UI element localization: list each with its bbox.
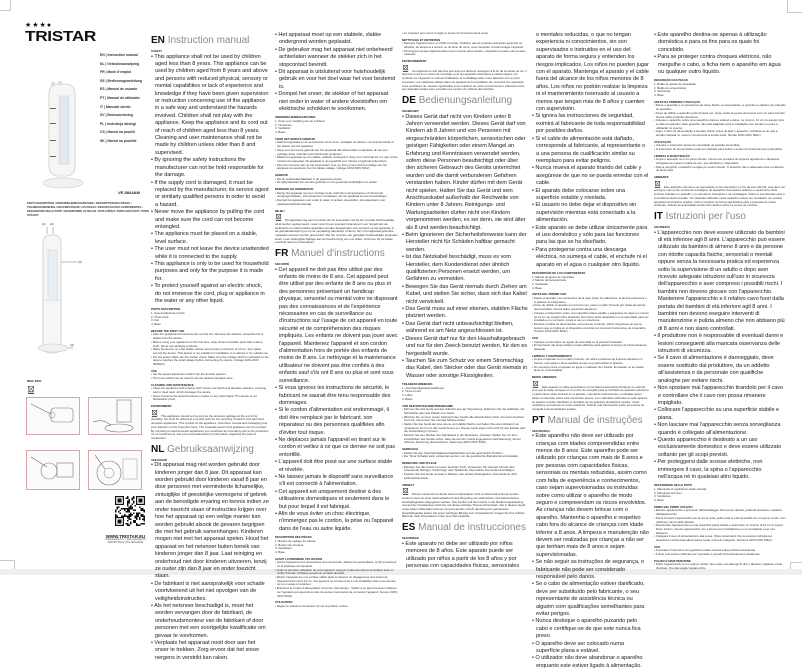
subsection-heading: BEFORE THE FIRST USE [151,328,185,333]
list-item: • Ne déplacez jamais l'appareil en tirant sur le cordon et veillez à ce que ce dernier ne soit pas entortillé. [275,437,398,459]
subsection-heading: ENVIRONNEMENT [402,59,427,64]
list-item: • L'appareil doit être posé sur une surface stable et nivelée. [275,459,398,474]
list-item: • Als het netsnoer beschadigd is, moet het worden vervangen door de fabrikant, de onderhoudsmonteur van de fabrikant of door personen met een soortgelijke kwalificatie om gevaar te voorkomen. [151,603,269,640]
parts-list-item: 3. Lüfter [402,393,413,398]
environment-paragraph [275,213,398,245]
subsection-heading: AMBIENTE [654,175,669,180]
list-item: • Das Gerät muss auf einer ebenen, stabilen Fläche platziert werden. [402,306,528,321]
parts-list-item: 4. Basis [275,130,286,135]
list-item: • Sortez l'appareil et les accessoires hors de la boîte. Retirez les autocollants, le film protecteur ou le plastique de l'appareil. [275,561,398,568]
parts-list [402,387,528,402]
list-item: • Stop het netsnoer aan op het stopcontact. (Let op: Zorg ervoor dat het voltage van het apparaat overeenkomt met het lokale voltage. Voltage 220V-240V 50Hz) [275,164,398,171]
parts-list-item: 3. Ventilador [532,282,549,286]
list-item: • Este aparato se debe utilizar únicamente para el uso doméstico y sólo para las funciones para las que se ha diseñado. [532,225,649,247]
instruction-list [275,561,398,598]
list-item: • El usuario no debe dejar el dispositivo sin supervisión mientras está conectado a la alimentación. [532,202,649,224]
logo-wordmark: TRISTAR [25,28,97,45]
list-item: • Nehmen Sie das Gerät und das Zubehör aus der Verpackung. Entfernen Sie die Aufkleber, die Schutzfolie oder das Plastik vom Gerät. [402,408,528,415]
subsection-heading: MILIEU [275,208,285,213]
footer-contact [103,534,148,545]
list-item: • Este aparato no debe ser utilizado por niños menores de 8 años. Este aparato puede ser utilizado por niños a partir de los 8 años y por personas con capacidades físicas, sensoriales [402,541,528,571]
section-heading-pt [532,415,649,427]
list-item: • Cet appareil est uniquement destiné à des utilisations domestiques et seulement dans le but pour lequel il est fabriqué. [275,489,398,511]
list-item: • Antes de utilizar o aparelho pela primeira vez, limpe todas as peças amovíveis com um pano húmido. Nunca utilize produtos abrasivos. [654,112,786,119]
list-item: • Para se proteger contra choques elétricos, não mergulhe o cabo, a ficha nem o aparelho em água ou qualquer outro líquido. [654,54,786,76]
list-item: • Dompel het apparaat nooit onder in water of andere vloeistoffen. Het apparaat is niet vaatwasmachinebestendig. [275,199,398,206]
list-item: • Ist das Netzkabel beschädigt, muss es vom Hersteller, dem Kundendienst oder ähnlich qualifizierten Personen ersetzt werden, um Gefahren zu vermeiden. [402,254,528,284]
list-item: • Dieses Gerät darf nur für den Haushaltsgebrauch und nur für den Zweck benutzt werden, für den es hergestellt wurde. [402,336,528,358]
list-item: • Put the power cable into the socket. (Note: Make sure the voltage which is indicated on the device matches the local voltage before connecting the device. Voltage 220V-240V 50/60Hz) [151,356,269,367]
subsection-heading: DESCRIPCIÓN DE LOS COMPONENTES [532,271,586,275]
instruction-list [402,466,528,481]
list-item: • O interruptor do temporizador pode ser utilizado para definir o tempo de funcionamento pretendido. [654,148,786,152]
list-item: • Wischen Sie vor dem ersten Gebrauch des Geräts alle abnehmbaren Teile mit einem feuchten Tuch ab. Verwenden Sie niemals Scheuermittel. [402,416,528,423]
list-item: • Este aparelho não deve ser utilizado por crianças com idades compreendidas entre menos de 8 anos. Este aparelho pode ser utilizado por crianças com mais de 8 anos e por pessoas com capacidades físicas, sensoriais ou mentais reduzidas, assim como com falta de experiência e conhecimentos, caso sejam supervisionadas ou instruídas sobre como utilizar o aparelho de modo seguro e compreendam os riscos envolvidos. As crianças não devem brincar com o aparelho. Mantenha o aparelho e respetivo cabo fora do alcance de crianças com idade inferior a 8 anos. A limpeza e manutenção não devem ser realizadas por crianças a não ser que tenham mais de 8 anos e sejam supervisionadas. [532,433,649,559]
subsection-heading: DESCRIPTION DES PIÈCES [275,535,312,540]
language-code: ES [402,522,416,534]
list-item: • O aparelho deve ser colocado numa superfície plana e estável. [532,641,649,656]
qr-code[interactable] [115,496,145,526]
list-item: • Si ignora las instrucciones de seguridad, eximirá al fabricante de toda responsabilidad por posibles daños. [532,113,649,135]
assembly-diagram-1 [26,397,80,435]
safety-list [151,462,269,662]
subsection-heading: SEGURIDAD [402,536,419,541]
list-item: • Stellen Sie das Gerät auf eine ebene und stabile Fläche und halten Sie einen Abstand von mindestens 10 cm um das Gerät herum ein. Dieses Gerät eignet sich nicht für den Einbau oder die Verwendung im Freien. [402,423,528,434]
environment-text: Este aparelho não deve ser depositado no lixo doméstico no fim da sua vida útil, mas deve ser entregue num ponto central de reciclagem de aparelhos domésticos elétricos e eletrónicos. Este símbolo indicado no aparelho, no manual de instruções e na embalagem chama a sua atenção para a importância desta questão. Os materiais utilizados neste aparelho podem ser reciclados. Ao reciclar aparelhos domésticos usados, está a contribuir de forma significativa para a proteção do nosso ambiente. Solicite às autoridades locais informações sobre os pontos de recolha. [654,184,786,208]
section-heading-fr [275,248,398,260]
parts-list [151,312,269,327]
safety-list [654,230,786,482]
model-number: VE-5844AM [118,190,140,195]
parts-list [275,120,398,135]
list-item: • Cet appareil ne doit pas être utilisé par des enfants de moins de 8 ans. Cet appareil peut être utilisé par des enfants de 8 ans ou plus et des personnes présentant un handicap physique, sensoriel ou mental voire ne disposant pas des connaissances et de l'expérience nécessaires en cas de surveillance ou d'instructions sur l'usage de cet appareil en toute sécurité et de compréhension des risques impliqués. Les enfants ne doivent pas jouer avec l'appareil. Maintenez l'appareil et son cordon d'alimentation hors de portée des enfants de moins de 8 ans. Le nettoyage et la maintenance utilisateur ne doivent pas être confiés à des enfants sauf s'ils ont 8 ans ou plus et sont sous surveillance. [275,267,398,386]
instruction-list [151,387,269,402]
list-item: • Before using your appliance for the first time, wipe off all removable parts with a damp cloth. Never use abrasive products. [151,341,269,348]
subsection-heading: GEBRUIK [275,173,288,178]
subsection-heading: DESCRIZIONE DELLE PARTI [654,483,693,488]
list-item: • This appliance is only to be used for household purposes and only for the purpose it is made for. [151,261,269,283]
list-item: • Si el cable de alimentación está dañado, corresponde al fabricante, al representante o a una persona de cualificación similar su reemplazo para evitar peligros. [532,136,649,166]
list-item: • De fabrikant is niet aansprakelijk voor schade voortvloeiend uit het niet opvolgen van de veiligheidsinstructies. [151,581,269,603]
subsection-heading: VOR DER ERSTEN INBETRIEBNAHME [402,403,453,408]
list-item: • Nunca mergulhe o aparelho na água ou noutro líquido. O aparelho não é adequado para a máquina de lavar loiça. [654,166,786,173]
section-title: Istruzioni per l'uso [665,210,746,222]
parts-list-item: 1. Knop voor instelling van de snelheid [275,119,325,124]
section-title: Bedienungsanleitung [418,94,513,106]
parts-list-item: 4. Base [275,549,285,554]
list-item: • N'immergez jamais l'appareil dans l'eau ni aucun autre liquide. L'appareil ne passe pas au lave-vaisselle. [402,50,528,57]
list-item: • Reinigen Sie das Gerät mit einem feuchten Tuch. Verwenden Sie niemals scharfe oder scheuernde Reiniger, Topfreiniger oder Stahlwolle. Dies würde das Gerät beschädigen. [402,466,528,473]
list-item: • Afin de vous éviter un choc électrique, n'immergez pas le cordon, la prise ou l'appareil dans de l'eau ou autre liquide. [275,511,398,533]
parts-list-item: 1. Bouton de réglage de vitesse [275,538,316,543]
language-item: PT | Manual do utilizador [100,95,140,100]
list-item: • Pulire l'apparecchio con un panno umido. Non usare mai detergenti duri o abrasivi, pagliette o lana d'acciaio, che danneggia l'apparecchio. [654,563,786,570]
list-item: • Zet de snelheidsschakelaar in de gewenste positie. [275,178,398,182]
list-item: • L'apparecchio non deve essere utilizzato da bambini di età inferiore agli 8 anni. L'apparecchio può essere utilizzato da bambini di almeno 8 anni e da persone con ridotte capacità fisiche, sensoriali o mentali oppure senza la necessaria pratica ed esperienza sotto la supervisione di un adulto o dopo aver ricevuto adeguate istruzioni sull'uso in sicurezza dell'apparecchio e aver compreso i possibili rischi. I bambini non devono giocare con l'apparecchio. Mantenere l'apparecchio e il relativo cavo fuori dalla portata dei bambini di età inferiore agli 8 anni. I bambini non devono eseguire interventi di manutenzione e pulizia almeno che non abbiano più di 8 anni e non siano controllati. [654,230,786,334]
instruction-list [402,32,528,36]
list-item: • The user must not leave the device unattended while it is connected to the supply. [151,246,269,261]
subsection-heading: REINIGUNG UND PFLEGE [402,461,437,466]
instruction-list [532,358,649,373]
list-item: • The appliance must be placed on a stable, level surface. [151,231,269,246]
language-item: SV | Bruksanvisning [100,113,133,118]
instruction-list [654,549,786,556]
subsection-heading: ONDERDELENBESCHRIJVING [275,115,316,120]
list-item: • Avant la première utilisation de votre appareil, essuyez toutes les pièces amovibles avec un chiffon humide. N'utilisez jamais de produits abrasifs. [275,569,398,576]
subsection-heading: SICUREZZA [654,224,671,229]
website-link[interactable]: WWW.TRISTAR.EU [105,534,146,539]
list-item: • Never move the appliance by pulling the cord and make sure the cord can not become entangled. [151,209,269,231]
parts-list-item: 3. Ventilateur [275,546,292,551]
instruction-list [275,192,398,207]
environment-paragraph [151,409,269,441]
list-item: • Collocare l'apparecchio su una superficie stabile e piana. [654,407,786,422]
list-item: • De tijdschakelaar kan worden gebruikt om de gewenste bedrijfstijd in te stellen. [275,181,398,185]
safety-list [402,541,528,571]
list-item: • El interruptor del temporizador puede utilizarse para ajustar el tiempo de funcionamiento deseado. [532,344,649,351]
safety-list [532,32,649,269]
language-code: DE [402,94,416,106]
list-item: • Het apparaat moet op een stabiele, vlakke ondergrond worden geplaatst. [275,32,398,47]
safety-list [654,32,786,76]
list-item: • Nettoyez l'appareil avec un chiffon humide. N'utilisez pas de produits nettoyants agressifs ou abrasifs, de tampons à récurer ou de laine de verre, vous risqueriez d'endommager l'appareil. [402,42,528,49]
subsection-heading: NETTOYAGE ET ENTRETIEN [402,37,441,42]
subsection-heading: LIMPIEZA Y MANTENIMIENTO [532,353,572,358]
subsection-heading: MEDIO AMBIENTE [532,375,557,380]
list-item: • Place the device on a flat stable surface and ensure a minimum of 10 cm. free space around the device. This device is not suitable for installation in a cabinet or for outside use. [151,348,269,355]
language-item: IT | Manuale utente [100,104,131,109]
subsection-heading: LIMPEZA E MANUTENÇÃO [654,153,690,158]
list-item: • Tauchen Sie das Gerät niemals in Wasser oder andere Flüssigkeiten. Das Gerät ist nicht spülmaschinenfest. [402,473,528,480]
language-item: ES | Manual de usuario [100,87,138,92]
instruction-list [402,408,528,445]
safety-list [275,267,398,534]
parts-list-item: 1. Botão de ajuste de velocidade [654,82,696,87]
subsection-heading: ENVIRONMENT [151,404,172,409]
list-item: • De gebruiker mag het apparaat niet onbeheerd achterlaten wanneer de stekker zich in het stopcontact bevindt. [275,47,398,69]
section-heading-de [402,95,528,107]
column-3 [402,32,528,570]
section-heading-en [151,35,269,47]
subsection-heading: UTILISATION [275,600,293,605]
list-item: • Enchufe el cable de alimentación a la toma de corriente. (Nota: Asegúrese de que la tensión que se indica en el dispositivo coincida con la tensión local antes de conectarlo. Tensión 220V-240V 50Hz) [532,323,649,334]
section-title: Instruction manual [167,35,250,46]
subsection-heading: SEGURANÇA [532,428,551,433]
list-item: • Il produttore non è responsabile di eventuali danni e lesioni conseguenti alla mancata osservanza delle istruzioni di sicurezza. [654,333,786,355]
crop-mark-top-right [787,0,802,13]
list-item: • Coloque o aparelho sobre uma superfície plana e estável e deixe, no mínimo, 10 cm de espaço livre à volta do aparelho. Este aparelho não está adaptado para a instalação num armário ou para a utilização no exterior. [654,119,786,130]
parts-list [654,83,786,98]
subsection-heading: USE [151,368,157,373]
parts-list-item: 3. Ventilator [275,126,291,131]
list-item: • Prima di usare l'apparecchio per la prima volta, pulire tutte le parti amovibili con un panno umido. Non utilizzare mai prodotti abrasivi. [654,517,786,524]
environment-paragraph [402,64,528,92]
column-4 [532,32,649,670]
callout-3: (3) [78,260,82,264]
subsection-heading: ANTES DA PRIMEIRA UTILIZAÇÃO [654,99,701,104]
list-item: • Veeg voor het eerste gebruik van het apparaat alle afneembare onderdelen af met een vochtige doek. Gebruik nooit schurende producten. [275,149,398,156]
subsection-heading: VEILIGHEID [151,457,167,462]
list-item: • Nunca mueva el aparato tirando del cable y asegúrese de que no se pueda enredar con el cable. [532,165,649,187]
list-item: • Plaats het apparaat op een vlakke, stabiele ondergrond. Zorg voor minimaal 10 cm vrije ruimte rondom het apparaat. Dit apparaat is niet geschikt voor inbouw of gebruik buitenshuis. [275,156,398,163]
list-item: • O utilizador não deve abandonar o aparelho enquanto este estiver ligado à alimentação. [532,655,649,670]
language-item: SK | Návod na použitie [100,138,137,143]
language-code: IT [654,210,663,222]
list-item: • Der Timer-Schalter kann verwendet werden, um die gewünschte Betriebszeit einzustellen. [402,455,528,459]
list-item: • Questo apparecchio è destinato a un uso esclusivamente domestico e deve essere utilizzato soltanto per gli scopi previsti. [654,437,786,459]
list-item: • This appliance shall not be used by children aged less than 8 years. This appliance can be used by children aged from 8 years and above and persons with reduced physical, sensory or mental capabilities or lack of experience and knowledge if they have been given supervision or instruction concerning use of the appliance in a safe way and understand the hazards involved. Children shall not play with the appliance. Keep the appliance and its cord out of reach of children aged less than 8 years. Cleaning and user maintenance shall not be made by children unless older than 8 and supervised. [151,54,269,158]
subsection-heading: VOOR HET EERSTE GEBRUIK [275,136,316,141]
parts-list-item: 3. Ventoinha [654,89,671,94]
instruction-list [275,178,398,185]
list-item: • Per proteggersi dalle scosse elettriche, non immergere il cavo, la spina o l'apparecchio nell'acqua né in qualsiasi altro liquido. [654,459,786,481]
language-item: EN | Instruction manual [100,53,138,57]
parts-list-item: 2. Mando del temporizador [532,278,567,283]
instruction-list [275,141,398,171]
subsection-heading: SÉCURITÉ [275,262,290,267]
instruction-list [654,144,786,151]
subsection-heading: GEBRAUCH [402,447,419,452]
callout-4: (4) [70,343,74,347]
subsection-heading: AVANT LA PREMIÈRE UTILISATION [275,556,323,561]
subsection-heading: REINIGING EN ONDERHOUD [275,187,314,192]
instruction-list [654,509,786,542]
list-item: • Coloque el dispositivo sobre una superficie plana estable y asegúrese de dejar un mínimo de 10 cm de espacio libre alrededor del mismo. Este dispositivo no es apropiado para ser instalado en un armario o para el uso en exteriores. [532,312,649,323]
section-heading-it [654,211,786,223]
assembly-diagram-3 [26,450,80,490]
callout-1: (1) [42,222,46,226]
section-title: Gebruiksaanwijzing [167,443,254,455]
subsection-heading: SAFETY [151,49,163,53]
list-item: • Limpie el aparato con un paño húmedo. No utilice productos de limpieza abrasivos ni fuertes, estropajos o lana metálica porque se podría dañar el aparato. [532,358,649,365]
list-item: • To protect yourself against an electric shock, do not immerse the cord, plug or appliance in the water or any other liquid. [151,283,269,305]
callout-2: (2) [50,222,54,226]
section-title: Manuel d'instructions [291,248,385,260]
column-2 [275,32,398,609]
parts-diagram-base [35,300,85,360]
list-item: • Branchez le cordon d'alimentation à la prise. (Remarque : Veillez à ce que la tension indiquée sur l'appareil corresponde à celle du secteur local avant de connecter l'appareil. Tension 220V-240V 50Hz) [275,587,398,598]
instruction-list [402,42,528,57]
tristar-logo [25,22,105,44]
subsection-heading: PULIZIA E MANUTENZIONE [654,558,691,563]
instruction-list [402,452,528,459]
list-item: • Stecken Sie den Stecker des Netzkabels in die Steckdose. (Hinweis: Stellen Sie vor dem Anschließen des Geräts sicher, dass die auf dem Gerät angegebene Netzspannung mit der örtlichen Spannung übereinstimmt. Spannung 220V-240V 50Hz) [402,434,528,445]
parts-description-caption: PARTS DESCRIPTION / ONDERDELENBESCHRIJVING / DESCRIPTION DES PIÈCES / TEILEBESCHREIBUNG / DESCRIPCIÓN DE LAS PIEZAS / DESCRIÇÃO DOS COMPONENTES / DESCRIZIONE DELLE PARTI / BESKRIVNING AV DELAR / OPIS CZĘŚCI / POPIS SOUČÁSTÍ / POPIS SÚČASTÍ [27,202,150,217]
list-item: • Antes de utilizar el aparato por primera vez, pase un paño húmedo por todas las piezas desmontables. Nunca utilice productos abrasivos. [532,304,649,311]
safety-list [532,433,649,670]
instruction-list [151,333,269,366]
subsection-heading: ANTES DEL PRIMER USO [532,292,567,297]
list-item: • Haal het apparaat en de accessoires uit de doos. Verwijder de stickers, de beschermfolie of het plastic van het apparaat. [275,141,398,148]
parts-list [532,276,649,291]
parts-list-item: 4. Basis [402,396,413,401]
parts-list-item: 3. Fan [151,318,160,323]
parts-list-item: 1. Manopola di regolazione della velocità [654,486,707,491]
parts-list-item: 4. Base [654,498,664,503]
list-item: • Le minuteur peut servir à régler le temps de fonctionnement voulu. [402,32,528,36]
list-item: • Posizionare l'apparecchio su una superficie piana stabile e assicurare un minimo di 10 cm di spazio libero intorno. Questo apparecchio non è idoneo per l'installazione in un armadietto o per uso all'aperto. [654,524,786,535]
parts-list-item: 2. Timerknop [275,122,292,127]
subsection-heading: PARTS DESCRIPTION [151,307,181,312]
subsection-heading: TEILEBESCHREIBUNG [402,382,433,387]
assembly-diagram-4 [88,450,142,490]
parts-list-item: 3. Ventilatore [654,494,671,499]
parts-list-item: 2. Bouton de minuteur [275,542,304,547]
safety-list [275,32,398,113]
parts-list-item: 2. Timer-Knopf [402,389,421,394]
instruction-list [532,341,649,352]
parts-list-item: 2. Botão do temporizador [654,85,687,90]
parts-list [654,488,786,503]
list-item: • Limpe o aparelho com um pano húmido. Nunca use produtos de limpeza agressivos e abrasivos, esfregões de metal ou palha de aço, que danificam o dispositivo. [654,158,786,165]
section-title: Manual de instruções [547,414,643,426]
environment-text: This appliance should not be put into the domestic garbage at the end of its durability, but must be offered at a central point for the recycling of electric and electronic domestic appliances. This symbol on the appliance, instruction manual and packaging puts your attention to this important issue. The materials used in this appliance can be recycled. By recycling of used domestic appliances you contribute an important push to the protection of our environment. Ask your local authorities for information regarding the point of recollection. [151,413,269,440]
list-item: • Coloque o interruptor ajuste de velocidade na posição pretendida. [654,144,786,148]
tower-fan-illustration [35,78,95,193]
list-item: • Take the appliance and accessories out the box. Remove the stickers, protective foil or plastic from the device. [151,333,269,340]
parts-list-item: 1. Geschwindigkeitseinstellknopf [402,385,444,390]
instruction-list [275,605,398,609]
list-item: • Collegare il cavo di alimentazione alla presa. (Nota: assicurarsi che la tensione indicata sul dispositivo corrisponda alla tensione locale prima di collegarlo. Tensione 220V-240V 50Hz) [654,535,786,542]
column-5 [654,32,786,571]
instruction-list [151,373,269,380]
instruction-list [532,297,649,334]
column-1 [151,32,269,662]
subsection-heading: CLEANING AND MAINTENANCE [151,382,194,387]
instruction-list [654,158,786,173]
subsection-heading: PRIMA DEL PRIMO UTILIZZO [654,504,693,509]
section-heading-es [402,522,528,534]
language-code: NL [151,443,165,455]
crop-mark-top-left [0,0,11,11]
parts-list-item: 2. Manopola del timer [654,490,682,495]
environment-text: Cet appareil ne doit pas être jeté avec les déchets ménagers à la fin de sa durée de vie, il doit être remis à un centre de recyclage pour les appareils électriques et électroniques. Ce symbole sur l'appareil, le manuel d'utilisation et l'emballage attire votre attention sur ce point important. Les matériaux utilisés dans cet appareil sont recyclables. En recyclant vos appareils, vous contribuez de manière significative à la protection de notre environnement. Adressez-vous aux autorités locales pour connaître les centres de collecte des déchets. [402,68,527,92]
environment-text: Dieses Gerät darf am Ende seiner Lebensdauer nicht im Hausmüll entsorgt werden, sondern muss an einer Sammelstelle für das Recycling von elektrischen und elektronischen Haushaltsgeräten abgegeben werden. Das Symbol auf dem Gerät, in der Bedienungsanleitung und auf der Verpackung macht Sie auf dieses wichtige Thema aufmerksam. Die in diesem Gerät verwendeten Materialien können recycelt werden. Durch das Recyceln gebrauchter Haushaltsgeräte leisten Sie einen wichtigen Beitrag zum Umweltschutz. Fragen Sie Ihre örtliche Behörde nach Informationen über eine Sammelstelle. [402,492,526,519]
list-item: • Réglez le sélecteur de vitesse (3) sur la position voulue. [275,605,398,609]
environment-paragraph [402,487,528,519]
parts-list-item: 1. Mando de ajuste de velocidad [532,274,574,279]
language-item: PL | Instrukcja obsługi [100,121,137,126]
list-item: • If the supply cord is damaged, it must be replaced by the manufacturer, its service agent or similarly qualified persons in order to avoid a hazard. [151,180,269,210]
parts-list-item: 4. Base [151,322,161,327]
language-code: PT [532,414,545,426]
list-item: • Never immerse the electrical device in water or any other liquid. The device is not dishwasher proof. [151,395,269,402]
list-item: • Il timer può essere utilizzato per impostare il periodo di funzionamento desiderato. [654,553,786,557]
list-item: • Dompel het snoer, de stekker of het apparaat niet onder in water of andere vloeistoffen om elektrische schokken te voorkomen. [275,91,398,113]
list-item: • Tauchen Sie zum Schutz vor einem Stromschlag das Kabel, den Stecker oder das Gerät niemals in Wasser oder sonstige Flüssigkeiten. [402,358,528,380]
language-code: FR [275,248,289,260]
list-item: • Verplaats het apparaat nooit door aan het snoer te trekken. Zorg ervoor dat het snoer nergens in verstrikt kan raken. [151,640,269,662]
subsection-heading: UMWELT [402,482,415,487]
list-item: • Ligue o cabo de alimentação à tomada. (Nota: Antes de ligar o aparelho, certifique-se de que a tensão indicada no mesmo corresponde à tensão local. Tensão 220V-240V 50Hz) [654,130,786,137]
environment-text: Este aparato no debe desecharse con la basura doméstica al final de su vida útil, sino que se debe entregar en un punto de recogida para el reciclado de aparatos eléctricos y electrónicos. Este símbolo en el aparato, manual de instrucciones y embalaje quiere atraer su atención sobre este importante asunto. Los materiales utilizados en este aparato se pueden reciclar. Mediante el reciclado de los aparatos domésticos usados, usted contribuye a preservar el medio ambiente. Solicite más información sobre los puntos de recogida a las autoridades locales. [532,384,649,411]
instruction-list [654,563,786,570]
list-item: • By ignoring the safety instructions the manufacturer can not be hold responsible for the damage. [151,157,269,179]
list-item: • Das Gerät darf nicht unbeaufsichtigt bleiben, während es am Netz angeschlossen ist. [402,321,528,336]
list-item: • Si le cordon d'alimentation est endommagé, il doit être remplacé par le fabricant, son réparateur ou des personnes qualifiées afin d'éviter tout risque. [275,407,398,437]
language-item: FR | Mode d'emploi [100,70,131,75]
list-item: • Stellen Sie den Geschwindigkeitseinstellschalter auf die gewünschte Position. [402,452,528,456]
list-item: • Dit apparaat mag niet worden gebruikt door kinderen jonger dan 8 jaar. Dit apparaat kan worden gebruikt door kinderen vanaf 8 jaar en door personen met verminderde lichamelijke, zintuiglijke of geestelijke vermogens of gebrek aan de benodigde ervaring en kennis indien ze onder toezicht staan of instructies krijgen over hoe het apparaat op een veilige manier kan worden gebruikt alsook de gevaren begrijpen die met het gebruik samenhangen. Kinderen mogen niet met het apparaat spelen. Houd het apparaat en het netsnoer buiten bereik van kinderen jonger dan 8 jaar. Laat reiniging en onderhoud niet door kinderen uitvoeren, tenzij ze ouder zijn dan 8 jaar en onder toezicht staan. [151,462,269,581]
list-item: • Non spostare mai l'apparecchio tirandolo per il cavo e controllare che il cavo non possa rimanere impigliato. [654,385,786,407]
list-item: • Nunca desloque o aparelho puxando pelo cabo e certifique-se de que este nunca fica preso. [532,618,649,640]
list-item: • Ne laissez jamais le dispositif sans surveillance s'il est connecté à l'alimentation. [275,474,398,489]
subsection-heading: USO [532,336,539,341]
list-item: • Non lasciare mai l'apparecchio senza sorveglianza quando è collegato all'alimentazione. [654,422,786,437]
language-list [100,51,152,146]
list-item: • Dieses Gerät darf nicht von Kindern unter 8 Jahren verwendet werden. Dieses Gerät darf von Kindern ab 8 Jahren und von Personen mit eingeschränkten körperlichen, sensorischen oder geistigen Fähigkeiten oder einem Mangel an Erfahrung und Kenntnissen verwendet werden, sofern diese Personen beaufsichtigt oder über den sicheren Gebrauch des Geräts unterrichtet wurden und die damit verbundenen Gefahren verstanden haben. Kinder dürfen mit dem Gerät nicht spielen. Halten Sie das Gerät und sein Anschlusskabel außerhalb der Reichweite von Kindern unter 8 Jahren. Reinigungs- und Wartungsarbeiten dürfen nicht von Kindern vorgenommen werden, es sei denn, sie sind älter als 8 und werden beaufsichtigt. [402,114,528,233]
parts-list-item: 4. Base [654,93,664,98]
list-item: • Mettez l'appareil sur une surface stable plate et assurez un dégagement tout autour de l'appareil d'au moins 10 cm. Cet appareil ne convient pas à une installation dans une armoire ou à un usage à l'extérieur. [275,576,398,587]
list-item: • Clean the appliance with a damp cloth. Never use harsh and abrasive cleaners, scouring pad or steel wool, which damages the device. [151,387,269,394]
address-line-1: Tristar Europe B.V. | Jules Verneweg 87 [105,539,146,541]
language-item: NL | Gebruiksaanwijzing [100,61,140,66]
list-item: o mentales reducidas, o que no tengan experiencia ni conocimientos, sin son supervisados o instruidos en el uso del aparato de forma segura y entienden los riesgos implicados. Los niños no pueden jugar con el aparato. Mantenga el aparato y el cable fuera del alcance de los niños menores de 8 años. Los niños no podrán realizar la limpieza ni el mantenimiento reservado al usuario a menos que tengan más de 8 años y cuenten con supervisión. [536,32,649,113]
language-code: EN [151,35,165,46]
list-item: • The timer switch can be used to set the desired operation time. [151,377,269,381]
subsection-heading: UTILIZAÇÃO [654,139,671,144]
safety-list [151,54,269,306]
list-item: • Beim Ignorieren der Sicherheitshinweise kann der Hersteller nicht für Schäden haftbar gemacht werden. [402,232,528,254]
list-item: • Estrarre apparecchio e accessori dall'imballaggio. Rimuovere adesivi, pellicola protettiva o plastica dall'apparecchio. [654,509,786,516]
environment-text: Dit apparaat mag aan het einde van de levensduur niet bij het normale huishoudelijke afval worden gedeponeerd, maar moet bij een speciaal inzamelpunt voor hergebruik van elektrische en elektronische apparaten worden aangeboden. Het symbool op het apparaat, in de gebruiksaanwijzing en op de verpakking attendeert u hierop. De in het apparaat gebruikte materialen kunnen worden gerecycled. Met het recyclen van gebruikte huishoudelijke apparaten levert u een belangrijke bijdrage aan de bescherming van ons milieu. Informeer bij uw lokale overheid naar het inzamelpunt. [275,218,398,245]
section-heading-nl [151,444,269,456]
environment-paragraph [654,180,786,208]
list-item: • No sumerja nunca el aparato en agua o cualquier otro líquido. El aparato no se puede lavar en el lavavajillas. [532,366,649,373]
list-item: • Reinig het apparaat met een vochtige doek. Gebruik nooit agressieve of schurende reinigingsmiddelen, schuursponzen of staalwol, die het apparaat kunnen beschadigen. [275,192,398,199]
weee-bin-icon [27,385,35,394]
subsection-heading: SICHERHEIT [402,108,419,113]
parts-list-item: 1. Speed adjustment knob [151,311,185,315]
list-item: • Saque el aparato y los accesorios de la caja. Quite los adhesivos, la lámina protectora o el plástico del dispositivo. [532,297,649,304]
instruction-list [654,104,786,137]
list-item: • Se não seguir as instruções de segurança, o fabricante não pode ser considerado responsável pelo danos. [532,559,649,581]
parts-list-item: 2. Timer knob [151,314,169,319]
list-item: • Se il cavo di alimentazione è danneggiato, deve essere sostituito dal produttore, da un addetto all'assistenza o da personale con qualifiche analoghe per evitare rischi. [654,355,786,385]
list-item: • El aparato debe colocarse sobre una superficie estable y nivelada. [532,188,649,203]
misc-info-label: MISC INFO [27,379,42,383]
language-item: CS | Návod na použití [100,130,135,135]
environment-paragraph [532,380,649,412]
subsection-heading: USO [654,544,661,549]
list-item: • Para protegerse contra una descarga eléctrica, no sumerja el cable, el enchufe ni el aparato en el agua o cualquier otro líquido. [532,247,649,269]
list-item: • Retire o aparelho e os acessórios da caixa. Retire os autocolantes, a película ou plástico de proteção do aparelho. [654,104,786,111]
list-item: • Dit apparaat is uitsluitend voor huishoudelijk gebruik en voor het doel waar het voor bestemd is. [275,69,398,91]
list-item: • Impostare l'interruttore di regolazione della velocità sulla posizione desiderata. [654,549,786,553]
logo-stars: ★★★● [25,22,53,29]
list-item: • Este aparelho destina-se apenas à utilização doméstica e para os fins para os quais foi concebido. [654,32,786,54]
list-item: • Si vous ignorez les instructions de sécurité, le fabricant ne saurait être tenu responsable des dommages. [275,385,398,407]
safety-list [402,114,528,381]
subsection-heading: DESCRIÇÃO DAS PEÇAS [654,78,688,83]
assembly-diagram-2 [88,397,142,435]
list-item: • Set the speed adjustment switch into the desired position. [151,373,269,377]
parts-list [275,540,398,555]
section-title: Manual de instrucciones [418,522,526,534]
list-item: • Coloque el interruptor de ajuste de velocidad en la posición deseada. [532,341,649,345]
address-line-2: 5015 BH Tilburg | The Netherlands [107,542,144,544]
list-item: • Bewegen Sie das Gerät niemals durch Ziehen am Kabel, und stellen Sie sicher, dass sich das Kabel nicht verwickelt. [402,284,528,306]
parts-list-item: 4. Base [532,285,542,290]
language-item: DE | Bedienungsanleitung [100,78,143,83]
list-item: • Se o cabo de alimentação estiver danificado, deve ser substituído pelo fabricante, o seu representante de assistência técnica ou alguém com qualificações semelhantes para evitar perigos. [532,581,649,618]
